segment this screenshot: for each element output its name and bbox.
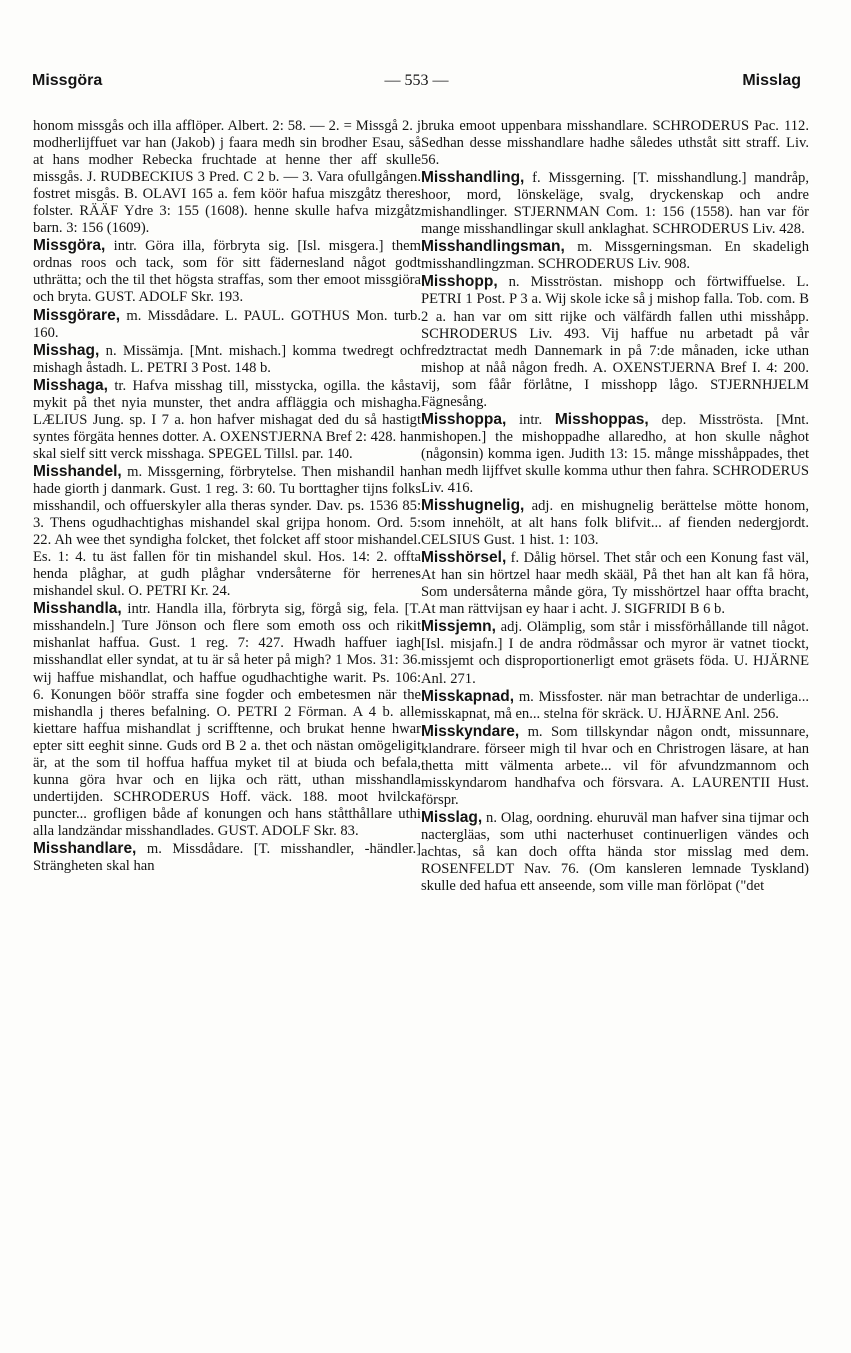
dictionary-entry [421,411,809,497]
entry-text: n. Missämja. [Mnt. mishach.] komma twedregt och mishagh åstadh. L. PETRI 3 Post. 148 b. [33,342,421,376]
entry-headword: Misshag, [33,341,100,359]
entry-text: bruka emoot uppenbara misshandlare. SCHRODERUS Pac. 112. Sedhan desse misshandlare hadhe således uthståt sitt straff. Liv. 56. [421,118,809,169]
dictionary-entry [33,307,421,342]
page-header [32,72,801,96]
dictionary-entry [421,809,809,895]
page-number: — 553 — [384,72,449,89]
entry-text: m. Missgerningsman. En skadeligh misshandlingzman. SCHRODERUS Liv. 908. [421,239,809,273]
dictionary-entry [33,342,421,377]
dictionary-entry [33,840,421,875]
dictionary-entry [33,377,421,463]
entry-text: m. Missfoster. när man betrachtar de underliga... misskapnat, må en... stelna för skräck. U. HJÄRNE Anl. 256. [421,688,809,722]
entry-text: f. Missgerning. [T. misshandlung.] mandråp, hoor, mord, lönskeläge, svalg, dryckenskap och andre mishandlinger. STJERNMAN Com. 1: 156 (1558). han var för mange misshandlingar skull anklaghat. SCHRODERUS Liv. 428. [421,170,809,238]
entry-text: f. Dålig hörsel. Thet står och een Konung fast väl, At han sin hörtzel haar medh skääl, På thet han alt kan få höra, Som undersåterna månde göra, Ty misshörtzel haar offta bracht, At man rättvijsan ey haar i acht. J. SIGFRIDI B 6 b. [421,550,809,618]
entry-text: adj. en mishugnelig berättelse mötte honom, som innehölt, at alt hans folk blifvit... af fienden nedergjordt. CELSIUS Gust. 1 hist. 1: 103. [421,498,809,549]
dictionary-entry [421,497,809,549]
entry-text: intr. [506,411,555,428]
entry-headword: Misskyndare, [421,722,520,740]
entry-headword: Misshandling, [421,169,525,187]
entry-headword: Misshaga, [33,376,108,394]
entry-text: m. Som tillskyndar någon ondt, missunnare, klandrare. förseer migh til hvar och en Christrogen läsare, at han thetta mitt välmenta arbete... vil för afvundzmannom och misskyndarom handhafva och försvara. A. LAURENTII Hust. förspr. [421,723,809,808]
entry-text: m. Missgerning, förbrytelse. Then mishandil han hade giorth j danmark. Gust. 1 reg. 3: 60. Tu borttagher tijns folks misshandil, och offuerskyler alla theras synder. Dav. ps. 1536 85: 3. Thens ogudhachtighas mishandel skal grijpa honom. Ord. 5: 22. Ah wee thet syndigha folcket, thet folcket aff stoor mishandel. Es. 1: 4. tu äst fallen för tin mishandel skul. Hos. 14: 2. offta henda plåghar, at gudh plåghar vndersåterne för herrenes mishandel skul. O. PETRI Kr. 24. [33,463,421,600]
dictionary-entry [33,600,421,840]
entry-headword: Missgöra, [33,237,106,255]
entry-text: dep. Misströsta. [Mnt. mishopen.] the mishoppadhe allaredho, at hon skulle någhot (någonsin) komma igen. Judith 13: 15. månge misshåppades, thet han medh lijffvet skulle komma uthur then fahra. SCHRODERUS Liv. 416. [421,411,809,496]
entry-text: intr. Handla illa, förbryta sig, förgå sig, fela. [T. misshandeln.] Ture Jönson och flere som emoth oss och rikit mishanlat haffua. Gust. 1 reg. 7: 427. Hwadh haffuer iagh misshandlat eller syndat, at tu är så heter på migh? 1 Mos. 31: 36. wij haffue mishandlat, och haffue ogudhachtighe warit. Ps. 106: 6. Konungen böör straffa sine fogder och embetesmen när the mishandla j theres befalning. O. PETRI 2 Förman. A 4 b. alle kiettare haffua mishandlat j scrifftenne, och brukat henne hwar epter sitt eeghit sinne. Guds ord B 2 a. thet och nästan omögeligit är, at the som til hoffua haffua myket til at biuda och befala, kunna göra hvar och en lijka och rätt, uthan misshandla undertijden. SCHRODERUS Hoff. väck. 188. moot hvilcka puncter... grofligen både af konungen och hans ståtthållare uthi alla landzändar misshandlades. GUST. ADOLF Skr. 83. [33,601,421,839]
dictionary-entry [421,723,809,809]
entry-text: honom missgås och illa afflöper. Albert. 2: 58. — 2. = Missgå 2. j modherlijffuet var han (Jakob) j faara medh sin brodher Esau, så at hans modher Rebecka fruchtade at henne ther aff skulle missgås. J. RUDBECKIUS 3 Pred. C 2 b. — 3. Vara ofullgången. fostret misgås. B. OLAVI 165 a. fem köör hafua miszgåtz theres folster. RÄÄF Ydre 3: 155 (1608). henne skulle hafva mizgåtz barn. 3: 156 (1609). [33,118,421,237]
entry-headword: Misshandel, [33,462,122,480]
dictionary-entry [421,169,809,238]
header-last-word: Misslag [742,72,801,89]
entry-headword: Misshugnelig, [421,497,525,515]
entry-text: tr. Hafva misshag till, misstycka, ogilla. the kåsta mykit på thet nyia munster, thet andra affläggia och mishagha. LÆLIUS Jung. sp. I 7 a. hon hafver mishagat ded du så hastigt syntes förgäta hennes dotter. A. OXENSTJERNA Bref 2: 428. han skal sielf sitt verck misshaga. SPEGEL Tillsl. par. 140. [33,377,421,462]
dictionary-entry [33,118,421,237]
entry-headword: Misshoppas, [554,410,649,428]
entry-headword: Misshörsel, [421,549,507,567]
entry-headword: Misshandlingsman, [421,238,565,256]
dictionary-entry [33,237,421,306]
entry-headword: Missgörare, [33,306,121,324]
entry-headword: Missjemn, [421,618,496,636]
dictionary-entry [421,618,809,687]
entry-headword: Misshoppa, [421,410,507,428]
entry-text: n. Misströstan. mishopp och förtwiffuelse. L. PETRI 1 Post. P 3 a. Wij skole icke så j mishop falla. Tob. com. B 2 a. han var om sitt rijke och välfärdh fallen uthi misshåpp. SCHRODERUS Liv. 493. Vij haffue nu arbetadt på vår fredztractat medh Dannemark in på 7:de månaden, icke uthan mishop at nåå någon fredh. A. OXENSTJERNA Bref I. 4: 200. vij, som fåår förlåtne, I misshopp lågo. STJERNHJELM Fägnesång. [421,274,809,410]
dictionary-entry [421,118,809,169]
dictionary-entry [33,463,421,600]
entry-headword: Misshandlare, [33,839,137,857]
entry-headword: Misshopp, [421,273,498,291]
dictionary-entry [421,688,809,723]
entry-headword: Misslag, [421,808,483,826]
entry-text: intr. Göra illa, förbryta sig. [Isl. misgera.] them ordnas roos och tack, som för sitt fädernesland något godt uthrätta; och the til thet högsta straffas, som ther emoot missgiöra och bryta. GUST. ADOLF Skr. 193. [33,238,421,306]
dictionary-entry [421,549,809,618]
entry-text: adj. Olämplig, som står i missförhållande till något. [Isl. misjafn.] I de andra rödmåssar och myror är vatnet tiockt, missjemt och disproportionerligt emot gräsets föda. U. HJÄRNE Anl. 271. [421,619,809,687]
dictionary-entry [421,273,809,410]
left-column [33,118,421,875]
dictionary-entry [421,238,809,273]
entry-text: m. Missdådare. [T. misshandler, -händler.] Strängheten skal han [33,840,421,875]
entry-headword: Misskapnad, [421,687,515,705]
entry-text: m. Missdådare. L. PAUL. GOTHUS Mon. turb. 160. [33,307,421,341]
right-column [421,118,809,895]
entry-text: n. Olag, oordning. ehuruväl man hafver sina tijmar och nactergläas, som uthi nacterhuset continuerligen vändes och achtas, så kan doch offta hända stor misslag med dem. ROSENFELDT Nav. 76. (Om kansleren lemnade Tyskland) skulle ded hafua ett anseende, som ville man förlöpat ("det [421,809,809,895]
entry-headword: Misshandla, [33,600,122,618]
header-first-word: Missgöra [32,72,103,89]
